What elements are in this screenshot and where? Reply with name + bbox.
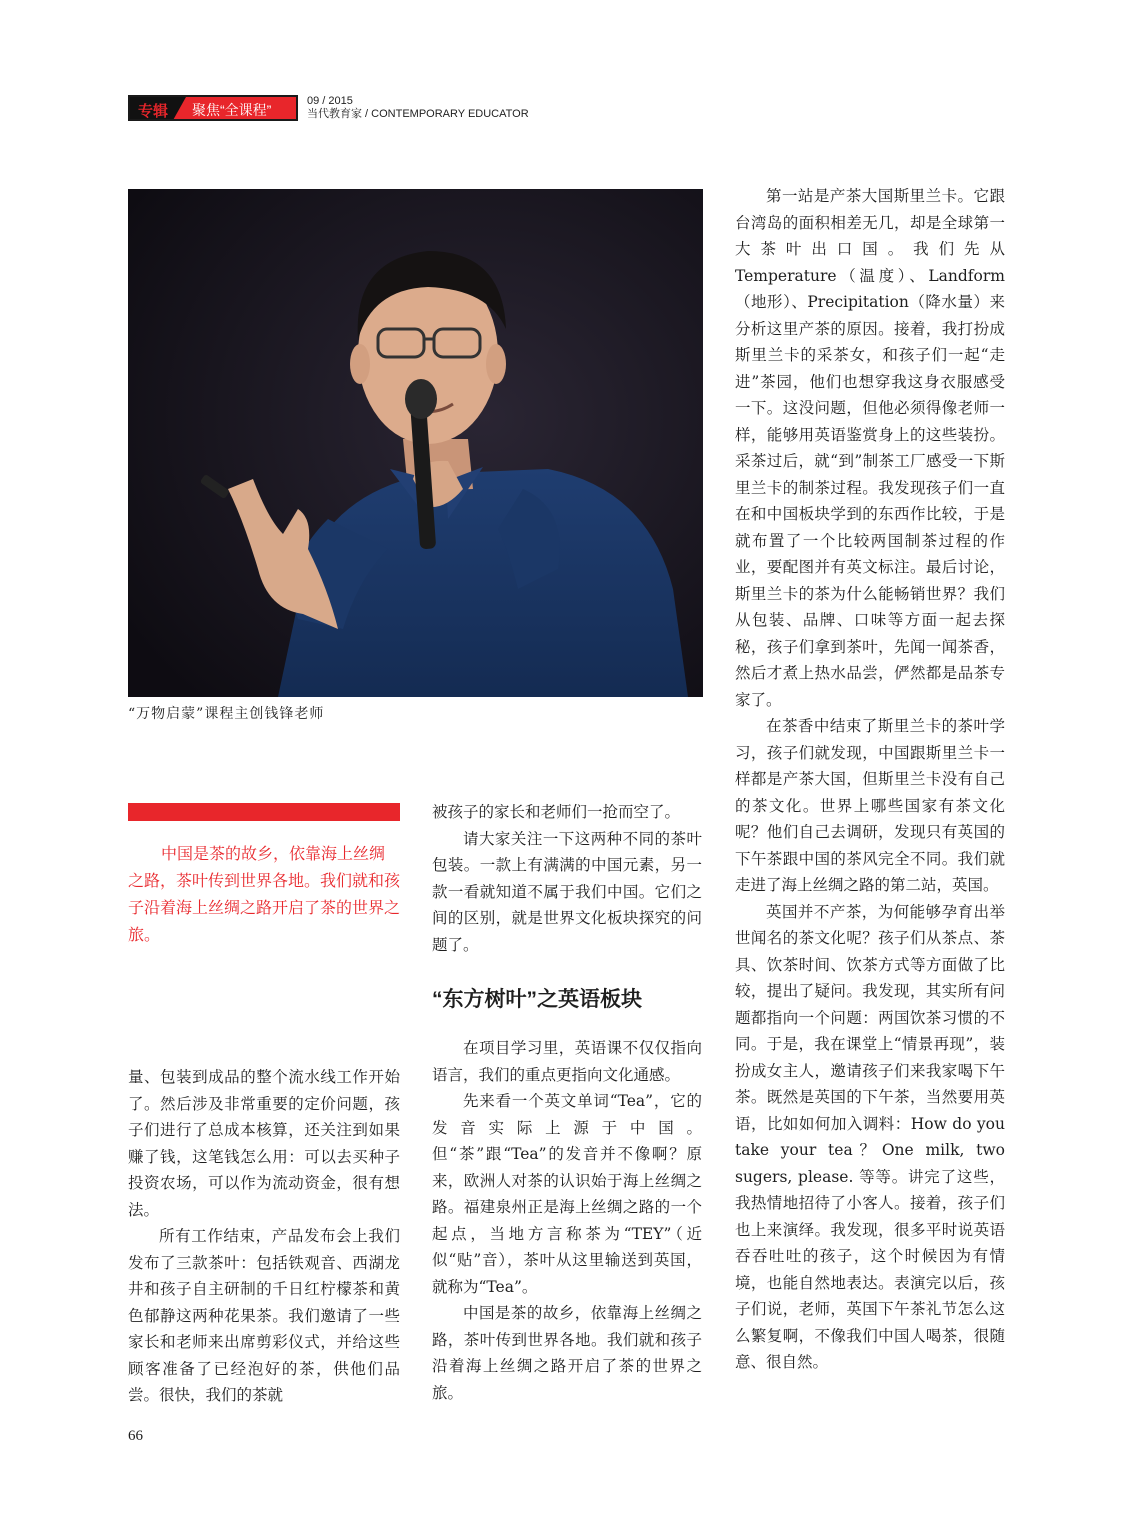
pull-quote: 中国是茶的故乡，依靠海上丝绸之路，茶叶传到世界各地。我们就和孩子沿着海上丝绸之路开启了茶的世界之旅。 xyxy=(128,846,401,944)
paragraph: 所有工作结束，产品发布会上我们发布了三款茶叶：包括铁观音、西湖龙井和孩子自主研制的千日红柠檬茶和黄色郁静这两种花果茶。我们邀请了一些家长和老师来出席剪彩仪式，并给这些顾客准备了已经泡好的茶，供他们品尝。很快，我们的茶就 xyxy=(128,1227,400,1404)
issue-number: 09 / 2015 xyxy=(307,95,353,107)
paragraph: 在茶香中结束了斯里兰卡的茶叶学习，孩子们就发现，中国跟斯里兰卡一样都是产茶大国，但斯里兰卡没有自己的茶文化。世界上哪些国家有茶文化呢？他们自己去调研，发现只有英国的下午茶跟中国的茶风完全不同。我们就走进了海上丝绸之路的第二站，英国。 xyxy=(735,717,1005,894)
body-column-1 xyxy=(128,1064,400,1409)
paragraph: 第一站是产茶大国斯里兰卡。它跟台湾岛的面积相差无几，却是全球第一大茶叶出口国。我们先从Temperature（温度）、Landform（地形）、Precipitation（降水量）来分析这里产茶的原因。接着，我打扮成斯里兰卡的采茶女，和孩子们一起“走进”茶园，他们也想穿我这身衣服感受一下。这没问题，但他必须得像老师一样，能够用英语鉴赏身上的这些装扮。采茶过后，就“到”制茶工厂感受一下斯里兰卡的制茶过程。我发现孩子们一直在和中国板块学到的东西作比较，于是就布置了一个比较两国制茶过程的作业，要配图并有英文标注。最后讨论，斯里兰卡的茶为什么能畅销世界？我们从包装、品牌、口味等方面一起去探秘，孩子们拿到茶叶，先闻一闻茶香，然后才煮上热水品尝，俨然都是品茶专家了。 xyxy=(735,187,1005,709)
page-number: 66 xyxy=(128,1428,143,1444)
paragraph: 先来看一个英文单词“Tea”，它的发音实际上源于中国。但“茶”跟“Tea”的发音并不像啊？原来，欧洲人对茶的认识始于海上丝绸之路。福建泉州正是海上丝绸之路的一个起点，当地方言称茶为“TEY”（近似“贴”音），茶叶从这里输送到英国，就称为“Tea”。 xyxy=(432,1092,702,1296)
pull-quote-bar xyxy=(128,803,400,821)
issue-info xyxy=(307,95,529,121)
paragraph: 被孩子的家长和老师们一抢而空了。 xyxy=(432,803,681,821)
paragraph: 英国并不产茶，为何能够孕育出举世闻名的茶文化呢？孩子们从茶点、茶具、饮茶时间、饮茶方式等方面做了比较，提出了疑问。我发现，其实所有问题都指向一个问题：两国饮茶习惯的不同。于是，我在课堂上“情景再现”，装扮成女主人，邀请孩子们来我家喝下午茶。既然是英国的下午茶，当然要用英语，比如如何加入调料：How do you take your tea？One milk, two sugers, please. 等等。讲完了这些，我热情地招待了小客人。接着，孩子们也上来演绎。我发现，很多平时说英语吞吞吐吐的孩子，这个时候因为有情境，也能自然地表达。表演完以后，孩子们说，老师，英国下午茶礼节怎么这么繁复啊，不像我们中国人喝茶，很随意、很自然。 xyxy=(735,902,1005,1371)
section-header-badge xyxy=(128,95,298,121)
body-column-2 xyxy=(432,799,702,1406)
section-title: 聚焦“全课程” xyxy=(192,102,272,118)
paragraph: 中国是茶的故乡，依靠海上丝绸之路，茶叶传到世界各地。我们就和孩子沿着海上丝绸之路开启了茶的世界之旅。 xyxy=(432,1304,702,1402)
teacher-photo xyxy=(128,189,703,697)
paragraph: 在项目学习里，英语课不仅仅指向语言，我们的重点更指向文化通感。 xyxy=(432,1039,702,1084)
section-heading: “东方树叶”之英语板块 xyxy=(432,988,642,1011)
photo-caption: “万物启蒙”课程主创钱锋老师 xyxy=(128,706,325,722)
journal-name: 当代教育家 / CONTEMPORARY EDUCATOR xyxy=(307,108,529,120)
paragraph: 请大家关注一下这两种不同的茶叶包装。一款上有满满的中国元素，另一款一看就知道不属于我们中国。它们之间的区别，就是世界文化板块探究的问题了。 xyxy=(432,829,702,954)
section-label: 专辑 xyxy=(138,103,169,120)
body-column-3 xyxy=(735,183,1005,1376)
paragraph: 量、包装到成品的整个流水线工作开始了。然后涉及非常重要的定价问题，孩子们进行了总成本核算，还关注到如果赚了钱，这笔钱怎么用：可以去买种子投资农场，可以作为流动资金，很有想法。 xyxy=(128,1068,400,1219)
